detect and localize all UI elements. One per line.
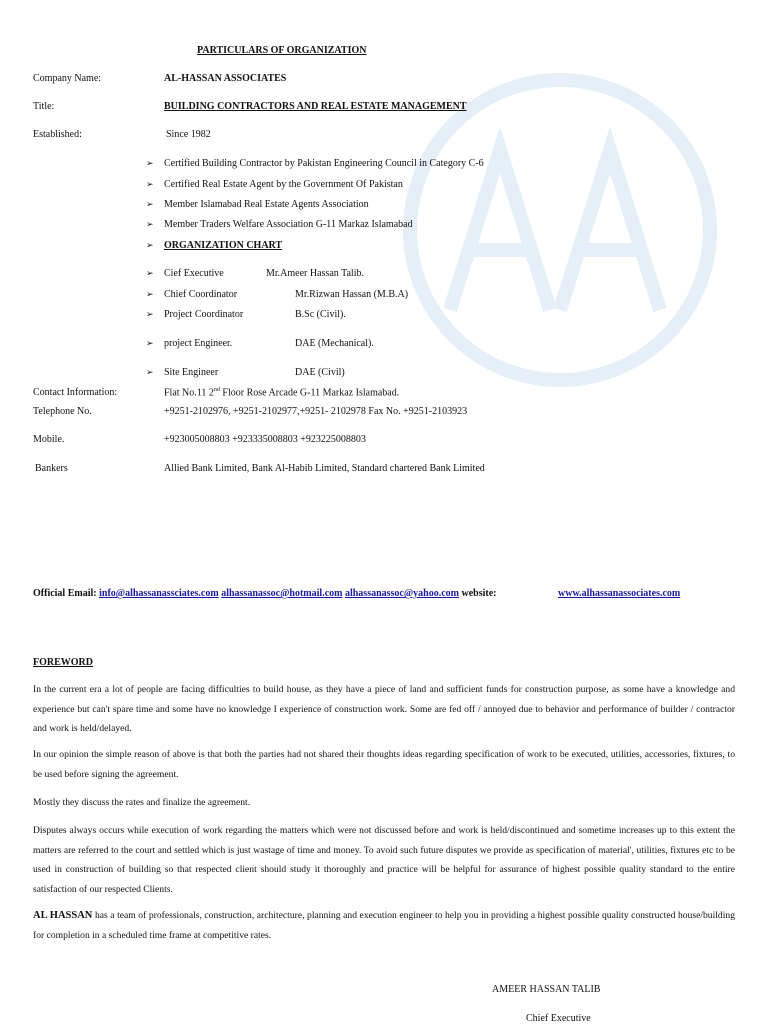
arrow-bullet-icon: ➢: [146, 290, 154, 300]
org-chart-member: [146, 289, 237, 300]
signature-name: AMEER HASSAN TALIB: [492, 984, 601, 995]
mobile-label: Mobile.: [33, 434, 65, 445]
org-chart-member: [146, 309, 243, 320]
title-label: Title:: [33, 101, 55, 112]
member-role: Cief Executive: [164, 268, 224, 279]
arrow-bullet-icon: ➢: [146, 310, 154, 320]
company-name-value: AL-HASSAN ASSOCIATES: [164, 73, 287, 84]
contact-address: Flat No.11 2nd Floor Rose Arcade G-11 Markaz Islamabad.: [164, 387, 400, 399]
telephone-label: Telephone No.: [33, 406, 92, 417]
org-chart-member: [146, 268, 224, 279]
bankers-value: Allied Bank Limited, Bank Al-Habib Limited, Standard chartered Bank Limited: [164, 463, 485, 474]
foreword-paragraph-4: Disputes always occurs while execution of work regarding the matters which were not discussed before and work is held/discontinued and sometime increases up to this extent the matters are referred to the court and settled which is just wastage of time and money. To avoid such future disputes we provide as specification of material', utilities, fixtures etc to be used in construction of building so that respected client should study it thoroughly and practice will be helpful for assurance of highest possible quality standard to the entire satisfaction of our respected Clients.: [33, 825, 735, 895]
certification-item: ➢ Member Islamabad Real Estate Agents Association: [146, 199, 369, 210]
member-role: Chief Coordinator: [164, 289, 238, 300]
member-name: DAE (Civil): [295, 367, 345, 378]
certification-item: ➢ Certified Real Estate Agent by the Government Of Pakistan: [146, 179, 403, 190]
arrow-bullet-icon: ➢: [146, 180, 154, 190]
telephone-value: +9251-2102976, +9251-2102977,+9251- 2102978 Fax No. +9251-2103923: [164, 406, 468, 417]
member-name: DAE (Mechanical).: [295, 338, 374, 349]
arrow-bullet-icon: ➢: [146, 200, 154, 210]
member-name: B.Sc (Civil).: [295, 309, 346, 320]
contact-label: Contact Information:: [33, 387, 118, 398]
signature-title: Chief Executive: [526, 1013, 591, 1024]
arrow-bullet-icon: ➢: [146, 241, 154, 251]
arrow-bullet-icon: ➢: [146, 220, 154, 230]
member-role: Project Coordinator: [164, 309, 244, 320]
arrow-bullet-icon: ➢: [146, 269, 154, 279]
bankers-label: Bankers: [35, 463, 68, 474]
foreword-paragraph-1: In the current era a lot of people are facing difficulties to build house, as they have a piece of land and sufficient funds for construction purpose, as some have a knowledge and experience but can't spare time and some have no knowledge I experience of construction work. Some are fed off / annoyed due to behavior and performance of builder / contractor and work is held/delayed.: [33, 684, 735, 734]
foreword-paragraph-5: AL HASSAN has a team of professionals, construction, architecture, planning and execution engineer to help you in providing a highest possible quality constructed house/building for completion in a scheduled time frame at competitive rates.: [33, 910, 735, 941]
website-label: website:: [461, 588, 497, 599]
email-link-yahoo[interactable]: alhassanassoc@yahoo.com: [344, 588, 460, 599]
org-chart-member: [146, 338, 232, 349]
mobile-value: +923005008803 +923335008803 +923225008803: [164, 434, 366, 445]
website-link[interactable]: www.alhassanassociates.com: [558, 588, 681, 599]
foreword-paragraph-2: In our opinion the simple reason of above is that both the parties had not shared their thoughts ideas regarding specification of work to be executed, utilities, accessories, fixtures, to be used before signing the agreement.: [33, 749, 735, 780]
page-title: PARTICULARS OF ORGANIZATION: [197, 45, 367, 56]
foreword-paragraph-3: Mostly they discuss the rates and finalize the agreement.: [33, 797, 251, 808]
member-role: Site Engineer: [164, 367, 219, 378]
certification-item: ➢ Certified Building Contractor by Pakistan Engineering Council in Category C-6: [146, 158, 484, 169]
email-line: [33, 588, 497, 599]
established-label: Established:: [33, 129, 82, 140]
email-link-info[interactable]: info@alhassanassciates.com: [99, 588, 219, 599]
member-role: project Engineer.: [164, 338, 233, 349]
org-chart-heading: ➢ ORGANIZATION CHART: [146, 240, 283, 251]
certification-item: ➢ Member Traders Welfare Association G-11 Markaz Islamabad: [146, 219, 413, 230]
email-label: Official Email:: [33, 588, 97, 599]
email-link-hotmail[interactable]: alhassanassoc@hotmail.com: [221, 588, 343, 599]
member-name: Mr.Rizwan Hassan (M.B.A): [295, 289, 409, 300]
arrow-bullet-icon: ➢: [146, 159, 154, 169]
org-chart-member: [146, 367, 218, 378]
member-name: Mr.Ameer Hassan Talib.: [266, 268, 364, 279]
company-name-label: Company Name:: [33, 73, 102, 84]
title-value: BUILDING CONTRACTORS AND REAL ESTATE MANAGEMENT: [164, 101, 467, 112]
established-value: Since 1982: [166, 129, 211, 140]
arrow-bullet-icon: ➢: [146, 339, 154, 349]
foreword-heading: FOREWORD: [33, 657, 93, 668]
arrow-bullet-icon: ➢: [146, 368, 154, 378]
